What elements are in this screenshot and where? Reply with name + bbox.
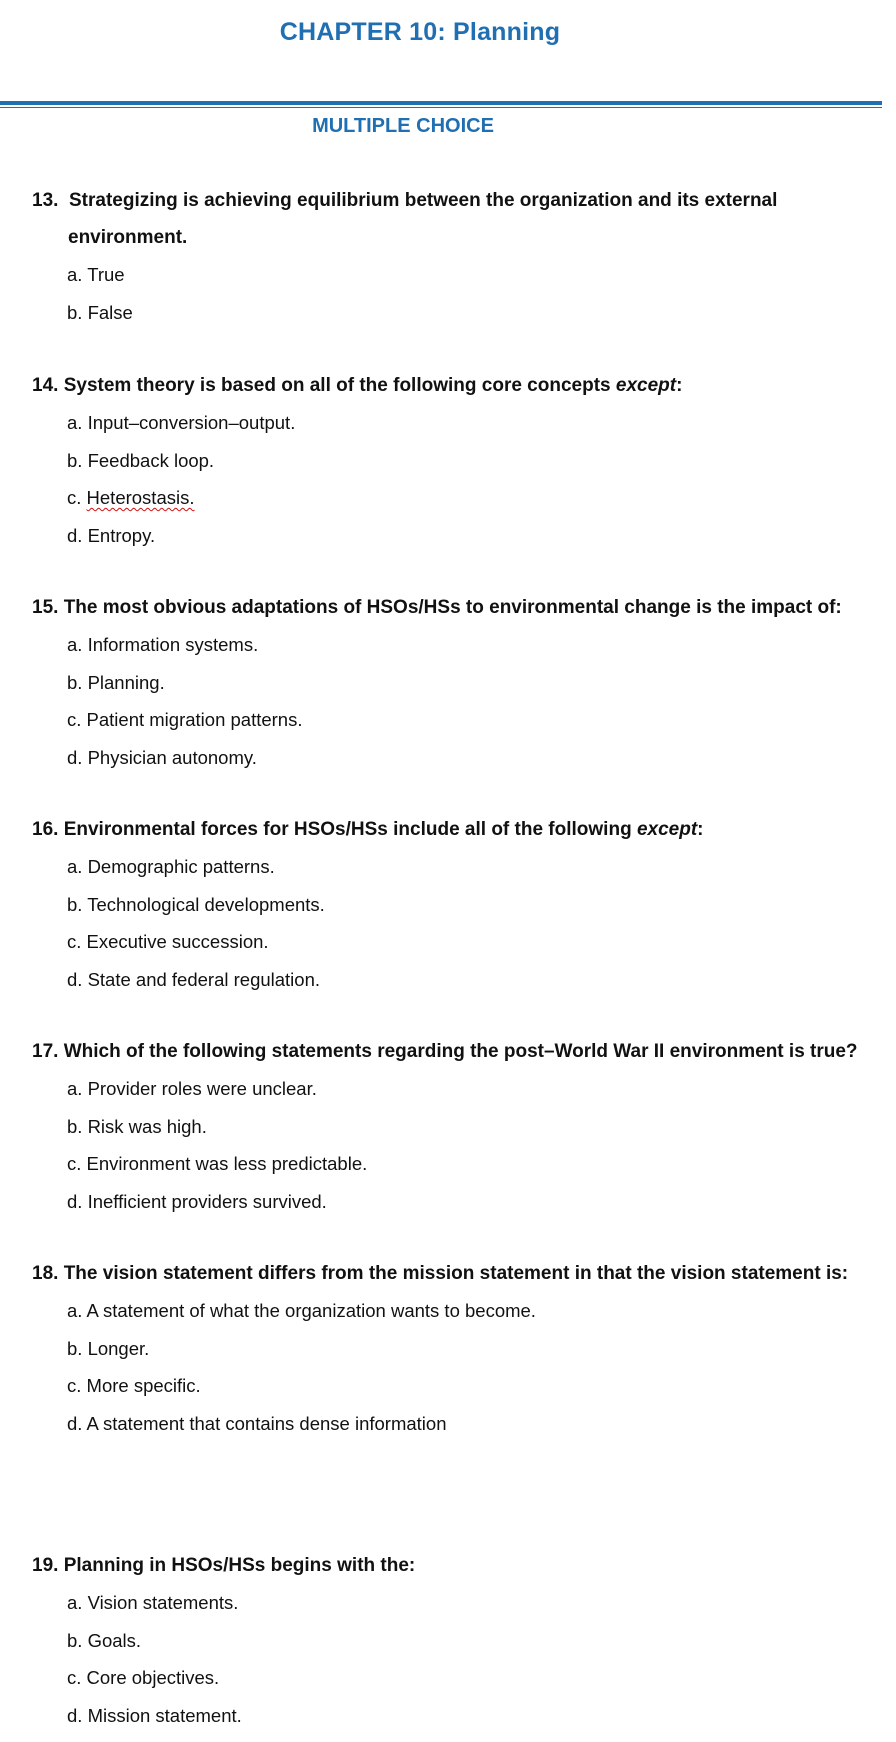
question-punctuation: : xyxy=(676,375,683,396)
option-a: a. Vision statements. xyxy=(67,1592,239,1613)
chapter-title: CHAPTER 10: Planning xyxy=(279,18,561,46)
question-text: System theory is based on all of the following core concepts xyxy=(63,375,611,396)
question-16 xyxy=(32,811,892,998)
header-divider xyxy=(0,101,882,105)
option-c: c. Core objectives. xyxy=(67,1667,220,1688)
option-c xyxy=(67,479,892,517)
question-stem xyxy=(32,182,892,256)
question-19 xyxy=(32,1547,892,1734)
option-c-letter: c. xyxy=(67,487,82,508)
question-text-continuation: environment. xyxy=(68,227,188,248)
option-d: d. Inefficient providers survived. xyxy=(67,1190,327,1212)
question-text: The most obvious adaptations of HSOs/HSs to environmental change is the impact of: xyxy=(63,597,842,618)
question-stem xyxy=(32,811,892,848)
option-a: a. Information systems. xyxy=(67,634,259,655)
option-c: c. More specific. xyxy=(67,1375,201,1396)
question-stem xyxy=(32,1547,892,1584)
option-a: a. Input–conversion–output. xyxy=(67,412,296,433)
option-d: d. Mission statement. xyxy=(67,1704,242,1726)
option-list xyxy=(32,1584,892,1734)
option-d: d. A statement that contains dense information xyxy=(67,1412,447,1434)
question-number: 19. xyxy=(32,1555,59,1576)
question-emphasis: except xyxy=(615,375,677,396)
option-list xyxy=(32,848,892,998)
question-text: Planning in HSOs/HSs begins with the: xyxy=(63,1555,416,1576)
option-a: a. A statement of what the organization wants to become. xyxy=(67,1300,536,1321)
question-number: 14. xyxy=(32,375,59,396)
question-number: 16. xyxy=(32,819,59,840)
option-c: c. Environment was less predictable. xyxy=(67,1153,368,1174)
question-text: The vision statement differs from the mission statement in that the vision statement is: xyxy=(63,1263,849,1284)
option-list xyxy=(32,626,892,776)
option-list xyxy=(32,404,892,554)
question-stem xyxy=(32,367,892,404)
option-d: d. Entropy. xyxy=(67,524,156,546)
question-15 xyxy=(32,589,892,776)
option-a: a. True xyxy=(67,264,125,285)
question-text: Strategizing is achieving equilibrium between the organization and its external xyxy=(68,190,778,211)
option-c: c. Executive succession. xyxy=(67,931,269,952)
question-14 xyxy=(32,367,892,554)
option-b: b. Technological developments. xyxy=(67,893,325,915)
option-c-spellcheck-word: Heterostasis. xyxy=(86,487,195,508)
option-b: b. Feedback loop. xyxy=(67,449,215,471)
option-a: a. Provider roles were unclear. xyxy=(67,1078,317,1099)
option-b: b. Planning. xyxy=(67,671,165,693)
question-number: 15. xyxy=(32,597,59,618)
header-divider-thin xyxy=(0,107,882,108)
question-number: 13. xyxy=(32,190,59,211)
option-d: d. Physician autonomy. xyxy=(67,746,257,768)
question-number: 18. xyxy=(32,1263,59,1284)
option-b: b. Longer. xyxy=(67,1337,150,1359)
option-b: b. Risk was high. xyxy=(67,1115,207,1137)
question-punctuation: : xyxy=(697,819,704,840)
question-stem xyxy=(32,1255,892,1292)
question-stem xyxy=(32,1033,892,1070)
question-number: 17. xyxy=(32,1041,59,1062)
option-list xyxy=(32,1292,892,1442)
question-17 xyxy=(32,1033,892,1220)
question-text: Which of the following statements regarding the post–World War II environment is true? xyxy=(63,1041,858,1062)
question-18 xyxy=(32,1255,892,1442)
option-b: b. Goals. xyxy=(67,1629,142,1651)
option-b: b. False xyxy=(67,301,133,323)
option-list xyxy=(32,1070,892,1220)
question-stem xyxy=(32,589,892,626)
option-list xyxy=(32,256,892,331)
option-c: c. Patient migration patterns. xyxy=(67,709,303,730)
option-d: d. State and federal regulation. xyxy=(67,968,321,990)
option-a: a. Demographic patterns. xyxy=(67,856,275,877)
question-text: Environmental forces for HSOs/HSs include all of the following xyxy=(63,819,632,840)
question-13 xyxy=(32,182,892,331)
question-emphasis: except xyxy=(636,819,698,840)
section-title: MULTIPLE CHOICE xyxy=(312,115,494,137)
